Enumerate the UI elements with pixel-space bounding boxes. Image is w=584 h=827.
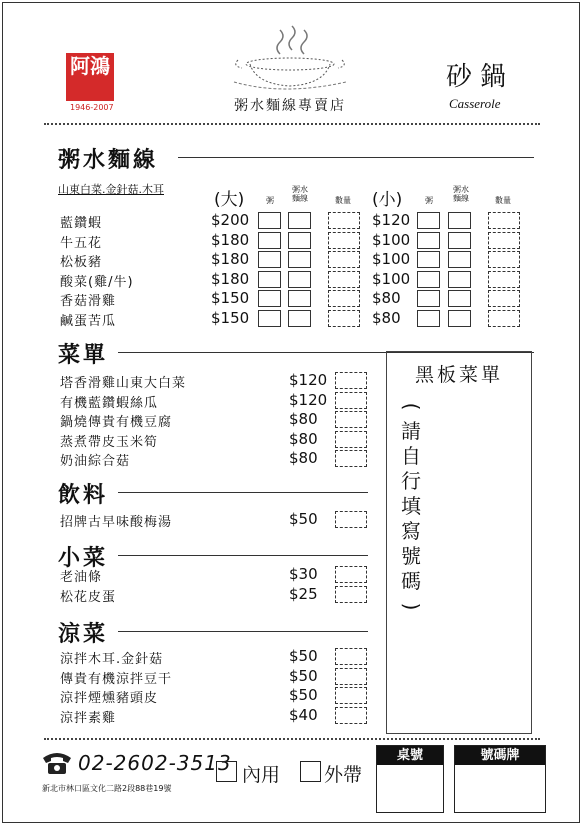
blackboard-char: 行: [401, 469, 421, 493]
large-qty-field[interactable]: [328, 251, 360, 268]
veg-price: $80: [289, 429, 318, 448]
leader-line: [160, 694, 285, 700]
blackboard-char: 碼: [401, 569, 421, 593]
congee-item-name: 松板豬: [60, 255, 103, 270]
congee-large-checkbox[interactable]: [258, 232, 281, 249]
congee-small-checkbox[interactable]: [417, 290, 440, 307]
small-label: (小): [372, 190, 403, 210]
veg-price: $120: [289, 371, 328, 389]
veg-qty-field[interactable]: [335, 431, 367, 448]
leader-line: [118, 593, 285, 599]
phone-number: 02-2602-3513: [78, 751, 232, 775]
cold-qty-field[interactable]: [335, 707, 367, 724]
leader-line: [118, 714, 285, 720]
veg-item-name: 奶油綜合菇: [60, 454, 131, 469]
congee-item-name: 牛五花: [60, 235, 103, 251]
drinks-price: $50: [289, 510, 318, 528]
blackboard-title: 黑板菜單: [414, 364, 503, 386]
section-title-congee: 粥水麵線: [58, 148, 159, 173]
mixed-small-checkbox[interactable]: [448, 271, 471, 288]
cold-price: $40: [289, 705, 318, 724]
leader-line: [118, 317, 208, 323]
congee-large-price: $200: [211, 211, 250, 229]
cold-price: $50: [289, 686, 318, 704]
section-title-sides: 小菜: [58, 546, 109, 571]
large-label: (大): [214, 190, 245, 210]
veg-price: $120: [289, 390, 328, 409]
section-title-veg: 菜單: [58, 343, 109, 368]
leader-line: [118, 297, 208, 303]
congee-large-price: $150: [211, 308, 250, 327]
leader-line: [104, 573, 285, 579]
congee-item-name: 藍鑽蝦: [60, 216, 103, 231]
leader-line: [104, 239, 208, 245]
blackboard-char: 填: [401, 494, 421, 518]
veg-item-name: 蒸煮帶皮玉米筍: [60, 434, 159, 450]
small-qty-field[interactable]: [488, 232, 520, 249]
congee-item-name: 鹹蛋苦瓜: [60, 313, 117, 329]
blackboard-char: 寫: [401, 519, 421, 543]
congee-large-checkbox[interactable]: [258, 251, 281, 268]
drinks-item-name: 招牌古早味酸梅湯: [60, 515, 173, 530]
cold-price: $50: [289, 647, 318, 665]
casserole-pot-icon: [232, 24, 348, 92]
takeout-checkbox[interactable]: [300, 761, 321, 782]
mixed-large-checkbox[interactable]: [288, 310, 311, 327]
sides-qty-field[interactable]: [335, 566, 367, 583]
blackboard-char: ): [399, 602, 424, 611]
small-qty-field[interactable]: [488, 212, 520, 229]
sides-item-name: 松花皮蛋: [60, 589, 117, 605]
leader-line: [160, 438, 285, 444]
large-qty-field[interactable]: [328, 271, 360, 288]
cold-item-name: 涼拌煙燻豬頭皮: [60, 691, 159, 706]
congee-small-checkbox[interactable]: [417, 251, 440, 268]
veg-item-name: 有機藍鑽蝦絲瓜: [60, 395, 159, 411]
congee-small-checkbox[interactable]: [417, 310, 440, 327]
cold-qty-field[interactable]: [335, 687, 367, 704]
congee-small-price: $120: [372, 211, 411, 229]
logo: [66, 53, 114, 101]
congee-small-price: $80: [372, 289, 401, 307]
col-congee-small: 粥: [425, 196, 433, 205]
small-qty-field[interactable]: [488, 271, 520, 288]
cold-item-name: 涼拌木耳.金針菇: [60, 652, 164, 667]
congee-large-checkbox[interactable]: [258, 290, 281, 307]
page-title-en: Casserole: [449, 96, 501, 111]
congee-small-checkbox[interactable]: [417, 212, 440, 229]
large-qty-field[interactable]: [328, 212, 360, 229]
section-line: [118, 631, 368, 632]
congee-large-price: $180: [211, 250, 250, 268]
congee-item-name: 香菇滑雞: [60, 294, 117, 309]
leader-line: [160, 399, 285, 405]
logo-years: 1946-2007: [70, 103, 114, 112]
leader-line: [160, 278, 208, 284]
mixed-large-checkbox[interactable]: [288, 251, 311, 268]
veg-qty-field[interactable]: [335, 392, 367, 409]
congee-small-price: $80: [372, 308, 401, 327]
phone-icon: [40, 750, 74, 776]
congee-large-price: $150: [211, 289, 250, 307]
leader-line: [104, 219, 208, 225]
leader-line: [174, 655, 285, 661]
congee-item-name: 酸菜(雞/牛): [60, 274, 134, 290]
veg-item-name: 塔香滑雞山東大白菜: [60, 376, 187, 391]
congee-large-checkbox[interactable]: [258, 310, 281, 327]
sides-price: $25: [289, 584, 318, 603]
small-qty-field[interactable]: [488, 310, 520, 327]
large-qty-field[interactable]: [328, 290, 360, 307]
drinks-qty-field[interactable]: [335, 511, 367, 528]
veg-item-name: 鍋燒傳貴有機豆腐: [60, 415, 173, 430]
cold-item-name: 涼拌素雞: [60, 710, 117, 726]
table-number-label: 桌號: [377, 746, 443, 765]
leader-line: [174, 518, 285, 524]
congee-small-checkbox[interactable]: [417, 232, 440, 249]
col-mixed-large: 粥水 麵線: [292, 185, 308, 203]
section-line: [118, 492, 368, 493]
mixed-small-checkbox[interactable]: [448, 251, 471, 268]
leader-line: [174, 675, 285, 681]
dine-in-label: 內用: [242, 764, 281, 786]
cold-item-name: 傳貴有機涼拌豆干: [60, 671, 173, 687]
section-line: [178, 157, 534, 158]
leader-line: [188, 379, 285, 385]
veg-price: $80: [289, 410, 318, 428]
section-title-drinks: 飲料: [58, 483, 109, 508]
mixed-large-checkbox[interactable]: [288, 212, 311, 229]
blackboard-note: [399, 394, 423, 619]
congee-small-price: $100: [372, 250, 411, 268]
small-qty-field[interactable]: [488, 251, 520, 268]
congee-large-price: $180: [211, 230, 250, 249]
large-qty-field[interactable]: [328, 232, 360, 249]
blackboard-char: 號: [401, 544, 421, 568]
takeout-label: 外帶: [324, 764, 363, 786]
large-qty-field[interactable]: [328, 310, 360, 327]
small-qty-field[interactable]: [488, 290, 520, 307]
page-title: 砂鍋: [446, 62, 515, 92]
veg-qty-field[interactable]: [335, 411, 367, 428]
number-plate-box[interactable]: [454, 745, 546, 813]
veg-qty-field[interactable]: [335, 372, 367, 389]
mixed-large-checkbox[interactable]: [288, 290, 311, 307]
mixed-small-checkbox[interactable]: [448, 310, 471, 327]
veg-qty-field[interactable]: [335, 450, 367, 467]
congee-small-price: $100: [372, 269, 411, 288]
blackboard-char: 自: [401, 444, 421, 468]
congee-large-price: $180: [211, 269, 250, 288]
divider-bottom: [44, 738, 540, 740]
mixed-large-checkbox[interactable]: [288, 232, 311, 249]
col-mixed-small: 粥水 麵線: [453, 185, 469, 203]
mixed-small-checkbox[interactable]: [448, 232, 471, 249]
logo-text: 阿鴻: [70, 54, 110, 78]
blackboard-char: 請: [401, 419, 421, 443]
dine-in-checkbox[interactable]: [216, 761, 237, 782]
col-qty-small: 數量: [495, 196, 511, 205]
col-qty-large: 數量: [335, 196, 351, 205]
cold-qty-field[interactable]: [335, 648, 367, 665]
sides-qty-field[interactable]: [335, 586, 367, 603]
col-congee-large: 粥: [266, 196, 274, 205]
cold-qty-field[interactable]: [335, 668, 367, 685]
cold-price: $50: [289, 666, 318, 685]
sides-item-name: 老油條: [60, 570, 103, 585]
blackboard-panel: [386, 351, 532, 734]
store-name: 粥水麵線專賣店: [234, 98, 346, 114]
mixed-small-checkbox[interactable]: [448, 212, 471, 229]
congee-small-price: $100: [372, 230, 411, 249]
mixed-large-checkbox[interactable]: [288, 271, 311, 288]
table-number-box[interactable]: [376, 745, 444, 813]
address: 新北市林口區文化二路2段88巷19號: [42, 784, 172, 793]
leader-line: [132, 457, 285, 463]
congee-small-checkbox[interactable]: [417, 271, 440, 288]
leader-line: [104, 258, 208, 264]
divider-top: [44, 123, 540, 125]
section-title-cold: 涼菜: [58, 622, 109, 647]
section-line: [118, 555, 368, 556]
congee-large-checkbox[interactable]: [258, 212, 281, 229]
congee-large-checkbox[interactable]: [258, 271, 281, 288]
leader-line: [174, 418, 285, 424]
blackboard-char: (: [399, 402, 424, 411]
mixed-small-checkbox[interactable]: [448, 290, 471, 307]
sides-price: $30: [289, 565, 318, 583]
number-plate-label: 號碼牌: [455, 746, 545, 765]
veg-price: $80: [289, 449, 318, 467]
congee-subtitle: 山東白菜.金針菇.木耳: [58, 183, 164, 196]
